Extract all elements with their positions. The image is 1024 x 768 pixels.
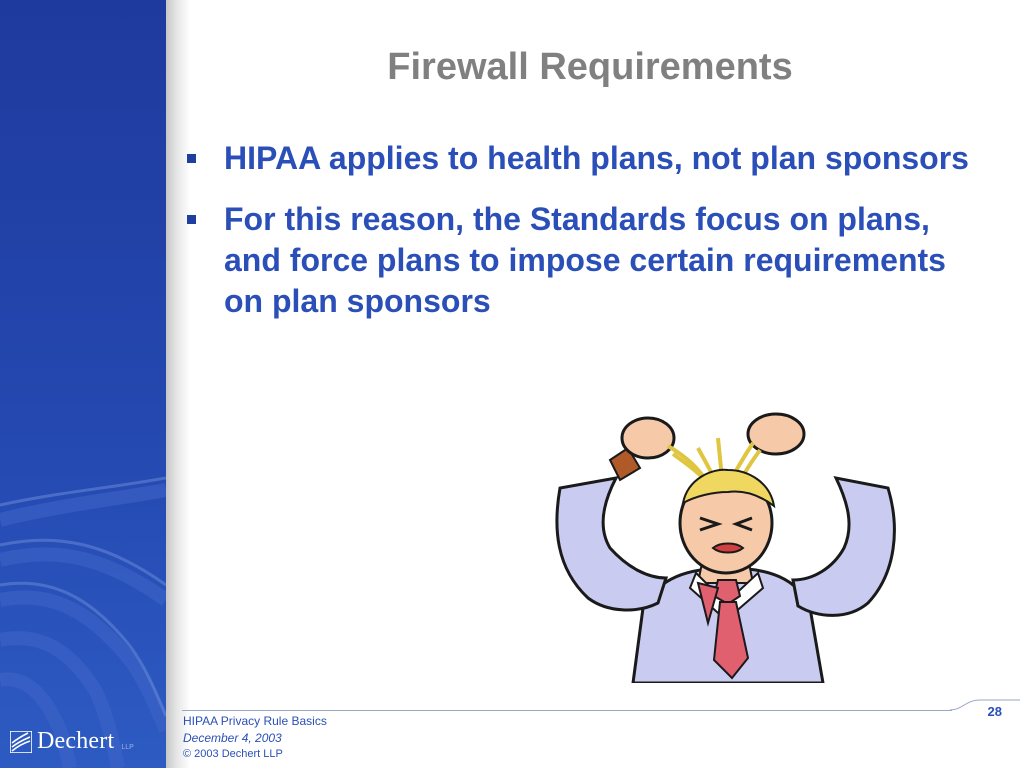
logo-suffix: LLP <box>121 744 134 751</box>
slide-title: Firewall Requirements <box>387 46 793 88</box>
sidebar-shadow <box>166 0 190 768</box>
bullet-list <box>184 138 974 342</box>
bullet-text: For this reason, the Standards focus on plans, and force plans to impose certain requirements on plan sponsors <box>224 201 946 319</box>
sidebar-panel <box>0 0 166 768</box>
page-number: 28 <box>987 704 1002 719</box>
frustrated-man-clipart <box>548 408 908 683</box>
square-bullet-icon <box>187 154 196 163</box>
logo-mark-icon <box>10 731 32 753</box>
square-bullet-icon <box>187 215 196 224</box>
footer-divider <box>182 710 952 711</box>
footer-presentation-title: HIPAA Privacy Rule Basics <box>183 714 327 728</box>
footer-date: December 4, 2003 <box>183 731 282 745</box>
bullet-item <box>184 138 974 179</box>
footer-copyright: © 2003 Dechert LLP <box>183 748 283 760</box>
bullet-item <box>184 199 974 322</box>
dechert-logo <box>10 728 134 755</box>
logo-wordmark: Dechert <box>37 728 115 754</box>
bullet-text: HIPAA applies to health plans, not plan sponsors <box>224 140 969 176</box>
decorative-stripes <box>0 0 166 768</box>
